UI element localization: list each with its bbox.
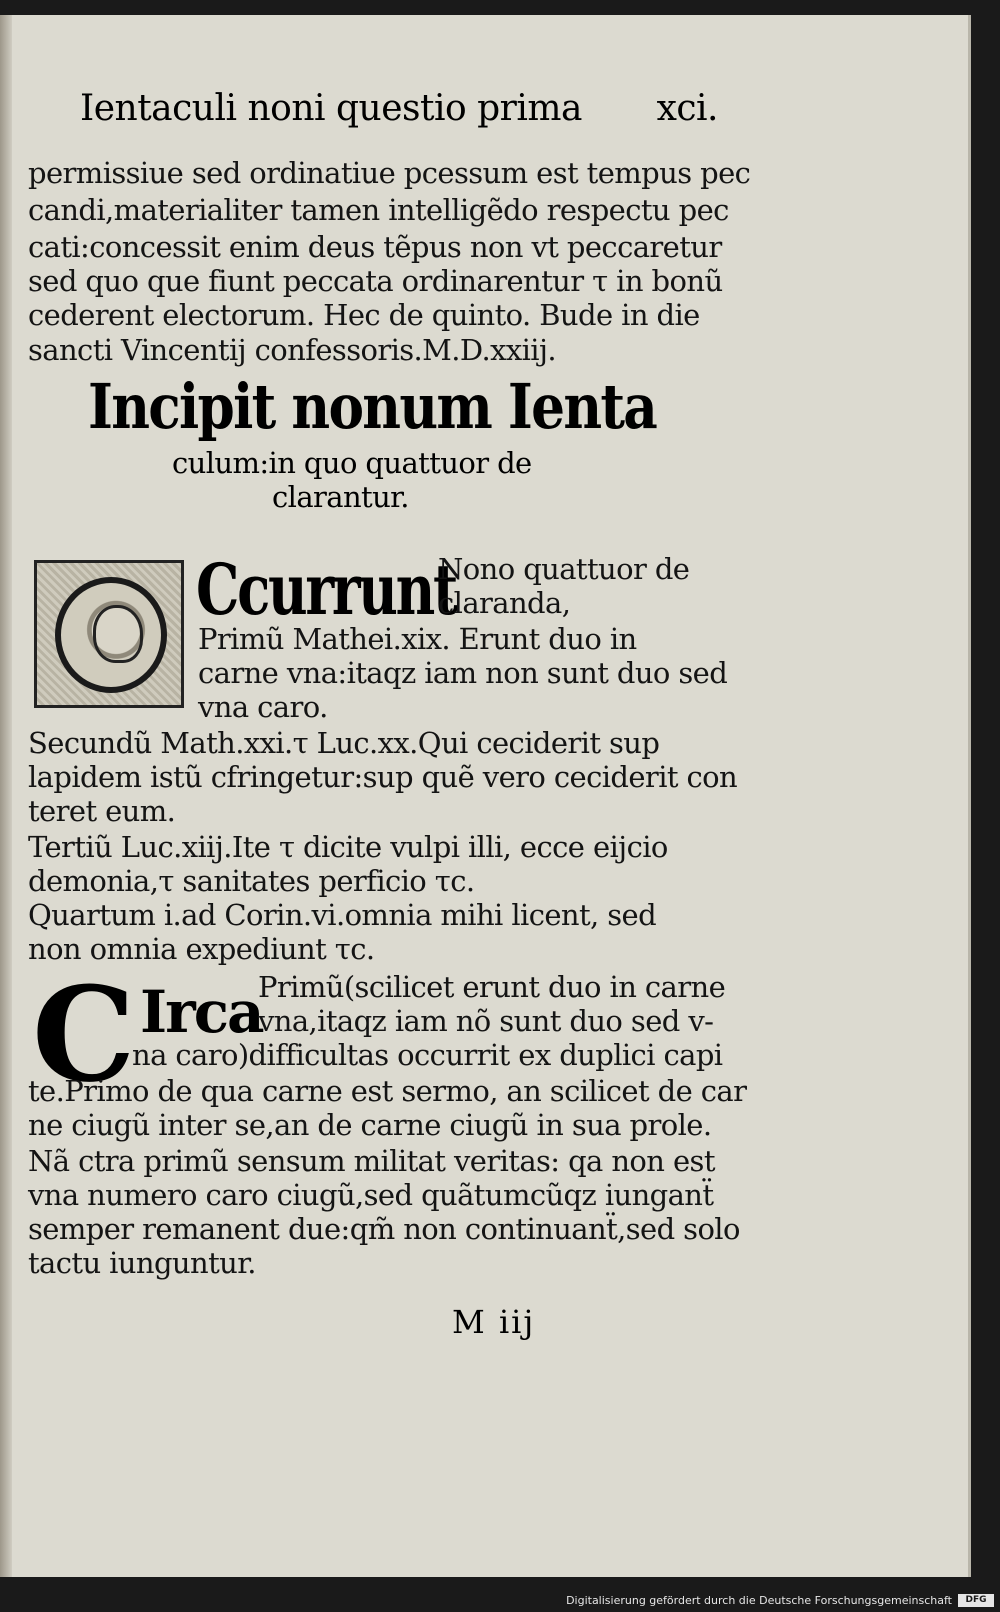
heading-subline: culum:in quo quattuor de <box>172 446 532 480</box>
page-gutter <box>0 15 12 1577</box>
text-line: na caro)difficultas occurrit ex duplici capi <box>132 1038 723 1072</box>
text-line: tactu iunguntur. <box>28 1246 256 1280</box>
list-item: non omnia expediunt τc. <box>28 932 375 966</box>
heading-subline: clarantur. <box>272 480 409 514</box>
text-line: Nono quattuor de <box>438 552 690 586</box>
text-line: semper remanent due:qm̃ non continuanẗ,sed solo <box>28 1212 740 1246</box>
text-line: carne vna:itaqz iam non sunt duo sed <box>198 656 728 690</box>
signature-mark: M iij <box>452 1303 536 1341</box>
list-item: teret eum. <box>28 794 176 828</box>
chapter-heading: Incipit nonum Ienta <box>88 370 657 443</box>
text-line: cati:concessit enim deus tẽpus non vt peccaretur <box>28 230 722 264</box>
text-line: vna numero caro ciugũ,sed quãtumcũqz iunganẗ <box>28 1178 714 1212</box>
text-line: ne ciugũ inter se,an de carne ciugũ in sua prole. <box>28 1108 712 1142</box>
list-item: lapidem istũ cfringetur:sup quẽ vero ceciderit con <box>28 760 738 794</box>
text-line: vna,itaqz iam nõ sunt duo sed v- <box>258 1004 714 1038</box>
folio-number: xci. <box>656 88 718 129</box>
decorated-initial-woodcut <box>34 560 184 708</box>
list-item: demonia,τ sanitates perficio τc. <box>28 864 475 898</box>
text-line: cederent electorum. Hec de quinto. Bude in die <box>28 298 700 332</box>
funding-notice: Digitalisierung gefördert durch die Deutsche Forschungsgemeinschaft <box>566 1594 952 1607</box>
list-item: Tertiũ Luc.xiij.Ite τ dicite vulpi illi, ecce eijcio <box>28 830 668 864</box>
list-item: Quartum i.ad Corin.vi.omnia mihi licent, sed <box>28 898 657 932</box>
text-line: Nã ctra primũ sensum militat veritas: qa non est <box>28 1144 715 1178</box>
large-initial-c: C <box>32 958 136 1111</box>
running-head-title: Ientaculi noni questio prima <box>80 88 582 129</box>
text-line: permissiue sed ordinatiue pcessum est tempus pec <box>28 156 751 190</box>
text-line: sancti Vincentij confessoris.M.D.xxiij. <box>28 333 556 367</box>
incipit-word: Ccurrunt <box>196 548 456 631</box>
text-line: Primũ Mathei.xix. Erunt duo in <box>198 622 637 656</box>
dfg-logo-icon: DFG <box>958 1594 994 1607</box>
circa-word: Irca <box>140 978 263 1046</box>
text-line: candi,materialiter tamen intelligẽdo respectu pec <box>28 193 729 227</box>
text-line: Primũ(scilicet erunt duo in carne <box>258 970 726 1004</box>
portrait-figure-icon <box>93 605 143 663</box>
running-head <box>52 88 718 132</box>
text-line: te.Primo de qua carne est sermo, an scilicet de car <box>28 1074 747 1108</box>
text-line: vna caro. <box>198 690 328 724</box>
text-line: sed quo que fiunt peccata ordinarentur τ in bonũ <box>28 264 723 298</box>
text-line: claranda, <box>438 586 571 620</box>
list-item: Secundũ Math.xxi.τ Luc.xx.Qui ceciderit sup <box>28 726 660 760</box>
